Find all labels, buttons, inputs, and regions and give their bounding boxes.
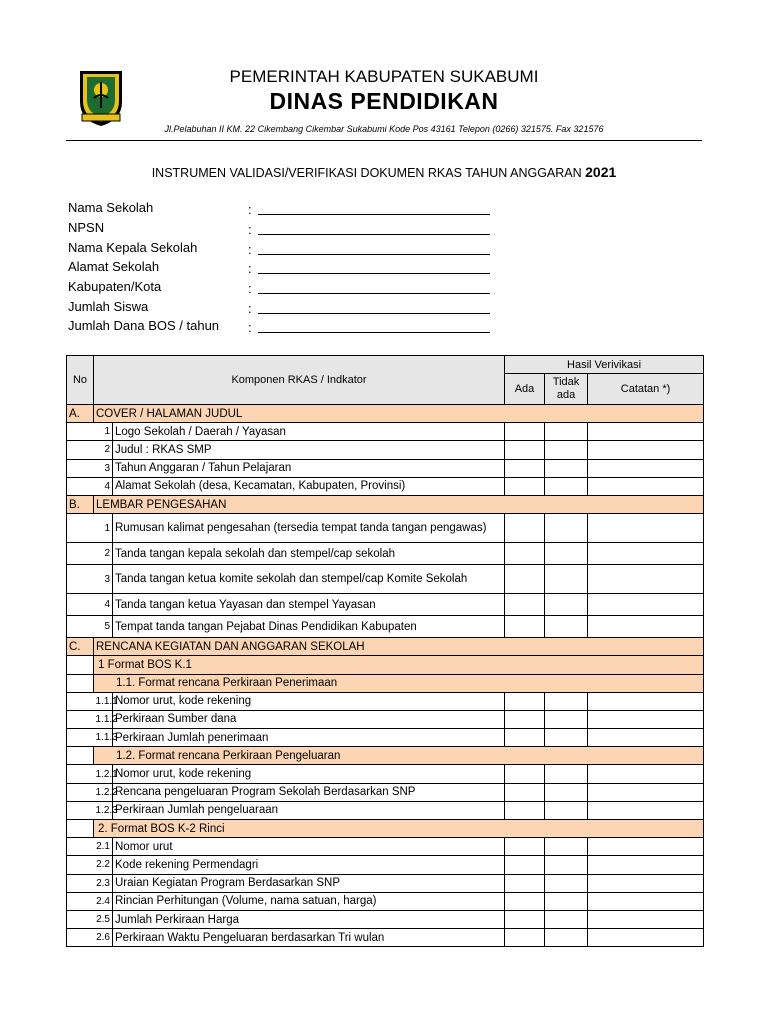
table-row: [67, 423, 704, 441]
item-number: 2.3: [94, 874, 113, 892]
tidak-ada-checkbox-cell[interactable]: [545, 423, 588, 441]
identity-field-input-line[interactable]: [258, 313, 490, 314]
table-row: [67, 801, 704, 819]
row-number-blank: [67, 801, 94, 819]
subsection-row: [67, 747, 704, 765]
subsection-title: 2. Format BOS K-2 Rinci: [94, 820, 704, 838]
tidak-ada-checkbox-cell[interactable]: [545, 616, 588, 638]
catatan-cell[interactable]: [588, 729, 704, 747]
catatan-cell[interactable]: [588, 929, 704, 947]
catatan-cell[interactable]: [588, 423, 704, 441]
item-number: 1: [94, 423, 113, 441]
tidak-ada-checkbox-cell[interactable]: [545, 477, 588, 495]
row-number-blank: [67, 565, 94, 594]
ada-checkbox-cell[interactable]: [505, 692, 545, 710]
catatan-cell[interactable]: [588, 801, 704, 819]
ada-checkbox-cell[interactable]: [505, 874, 545, 892]
document-title: [0, 164, 768, 180]
row-number-blank: [67, 892, 94, 910]
item-text: Rumusan kalimat pengesahan (tersedia tempat tanda tangan pengawas): [113, 514, 505, 543]
section-letter: A.: [67, 405, 94, 423]
identity-field-colon: :: [248, 281, 252, 296]
tidak-ada-checkbox-cell[interactable]: [545, 692, 588, 710]
item-number: 3: [94, 565, 113, 594]
tidak-ada-checkbox-cell[interactable]: [545, 729, 588, 747]
identity-field-label: Nama Sekolah: [68, 200, 154, 215]
identity-field-input-line[interactable]: [258, 254, 490, 255]
ada-checkbox-cell[interactable]: [505, 477, 545, 495]
item-text: Rencana pengeluaran Program Sekolah Berdasarkan SNP: [113, 783, 505, 801]
row-number-blank: [67, 710, 94, 728]
catatan-cell[interactable]: [588, 874, 704, 892]
ada-checkbox-cell[interactable]: [505, 856, 545, 874]
ada-checkbox-cell[interactable]: [505, 441, 545, 459]
ada-checkbox-cell[interactable]: [505, 543, 545, 565]
identity-field-colon: :: [248, 320, 252, 335]
ada-checkbox-cell[interactable]: [505, 565, 545, 594]
identity-field-colon: :: [248, 261, 252, 276]
subsection-row: [67, 820, 704, 838]
item-number: 2.5: [94, 910, 113, 928]
catatan-cell[interactable]: [588, 565, 704, 594]
table-row: [67, 477, 704, 495]
row-number-blank: [67, 441, 94, 459]
catatan-cell[interactable]: [588, 543, 704, 565]
table-row: [67, 874, 704, 892]
identity-field-input-line[interactable]: [258, 214, 490, 215]
table-row: [67, 710, 704, 728]
row-number-blank: [67, 514, 94, 543]
item-text: Nomor urut, kode rekening: [113, 765, 505, 783]
item-number: 2.6: [94, 929, 113, 947]
table-row: [67, 514, 704, 543]
identity-field-label: Jumlah Dana BOS / tahun: [68, 318, 220, 333]
catatan-cell[interactable]: [588, 710, 704, 728]
item-text: Uraian Kegiatan Program Berdasarkan SNP: [113, 874, 505, 892]
column-header-komponen: Komponen RKAS / Indkator: [94, 356, 505, 405]
table-row: [67, 616, 704, 638]
tidak-ada-checkbox-cell[interactable]: [545, 910, 588, 928]
tidak-ada-checkbox-cell[interactable]: [545, 565, 588, 594]
government-name: PEMERINTAH KABUPATEN SUKABUMI: [229, 67, 539, 86]
section-row: [67, 405, 704, 423]
table-row: [67, 892, 704, 910]
item-number: 2: [94, 543, 113, 565]
item-text: Tahun Anggaran / Tahun Pelajaran: [113, 459, 505, 477]
ada-checkbox-cell[interactable]: [505, 929, 545, 947]
catatan-cell[interactable]: [588, 910, 704, 928]
header-divider: [66, 140, 702, 141]
column-header-catatan: Catatan *): [588, 374, 704, 405]
item-text: Tempat tanda tangan Pejabat Dinas Pendidikan Kabupaten: [113, 616, 505, 638]
section-row: [67, 495, 704, 513]
table-row: [67, 856, 704, 874]
catatan-cell[interactable]: [588, 765, 704, 783]
identity-field-colon: :: [248, 301, 252, 316]
identity-field-input-line[interactable]: [258, 234, 490, 235]
item-number: 2.4: [94, 892, 113, 910]
column-header-ada: Ada: [505, 374, 545, 405]
item-number: 4: [94, 594, 113, 616]
ada-checkbox-cell[interactable]: [505, 838, 545, 856]
identity-field-input-line[interactable]: [258, 273, 490, 274]
item-number: 5: [94, 616, 113, 638]
item-number: 2.1: [94, 838, 113, 856]
table-row: [67, 729, 704, 747]
item-number: 1.1.3: [94, 729, 113, 747]
row-number: [67, 820, 94, 838]
item-number: 1.2.3: [94, 801, 113, 819]
table-row: [67, 929, 704, 947]
row-number-blank: [67, 838, 94, 856]
row-number-blank: [67, 729, 94, 747]
item-text: Kode rekening Permendagri: [113, 856, 505, 874]
catatan-cell[interactable]: [588, 892, 704, 910]
department-name: DINAS PENDIDIKAN: [269, 88, 499, 114]
row-number-blank: [67, 910, 94, 928]
ada-checkbox-cell[interactable]: [505, 783, 545, 801]
ada-checkbox-cell[interactable]: [505, 459, 545, 477]
catatan-cell[interactable]: [588, 783, 704, 801]
item-text: Tanda tangan ketua Yayasan dan stempel Yayasan: [113, 594, 505, 616]
identity-field-label: Jumlah Siswa: [68, 299, 149, 314]
tidak-ada-checkbox-cell[interactable]: [545, 783, 588, 801]
item-text: Perkiraan Jumlah pengeluaraan: [113, 801, 505, 819]
section-title: COVER / HALAMAN JUDUL: [94, 405, 704, 423]
catatan-cell[interactable]: [588, 594, 704, 616]
table-row: [67, 594, 704, 616]
row-number-blank: [67, 616, 94, 638]
tidak-ada-checkbox-cell[interactable]: [545, 543, 588, 565]
row-number-blank: [67, 765, 94, 783]
tidak-ada-checkbox-cell[interactable]: [545, 514, 588, 543]
item-number: 1.1.2: [94, 710, 113, 728]
department-address: Jl.Pelabuhan II KM. 22 Cikembang Cikembar Sukabumi Kode Pos 43161 Telepon (0266) 321575. Fax 321576: [164, 124, 604, 134]
item-number: 1.1.1: [94, 692, 113, 710]
row-number-blank: [67, 783, 94, 801]
catatan-cell[interactable]: [588, 838, 704, 856]
row-number-blank: [67, 459, 94, 477]
ada-checkbox-cell[interactable]: [505, 892, 545, 910]
catatan-cell[interactable]: [588, 441, 704, 459]
catatan-cell[interactable]: [588, 477, 704, 495]
item-number: 1: [94, 514, 113, 543]
table-row: [67, 765, 704, 783]
identity-field-input-line[interactable]: [258, 293, 490, 294]
identity-field-label: Alamat Sekolah: [68, 259, 160, 274]
table-row: [67, 783, 704, 801]
table-row: [67, 565, 704, 594]
ada-checkbox-cell[interactable]: [505, 514, 545, 543]
item-number: 3: [94, 459, 113, 477]
tidak-ada-checkbox-cell[interactable]: [545, 856, 588, 874]
section-letter: B.: [67, 495, 94, 513]
identity-field-colon: :: [248, 222, 252, 237]
tidak-ada-checkbox-cell[interactable]: [545, 838, 588, 856]
table-row: [67, 838, 704, 856]
identity-field-label: Kabupaten/Kota: [68, 279, 162, 294]
catatan-cell[interactable]: [588, 856, 704, 874]
item-text: Nomor urut, kode rekening: [113, 692, 505, 710]
row-number-blank: [67, 594, 94, 616]
subsection-row: [67, 656, 704, 674]
document-title-year: 2021: [585, 164, 617, 180]
ada-checkbox-cell[interactable]: [505, 765, 545, 783]
tidak-ada-checkbox-cell[interactable]: [545, 765, 588, 783]
tidak-ada-checkbox-cell[interactable]: [545, 441, 588, 459]
identity-field-input-line[interactable]: [258, 332, 490, 333]
ada-checkbox-cell[interactable]: [505, 801, 545, 819]
identity-field-label: Nama Kepala Sekolah: [68, 240, 198, 255]
table-row: [67, 543, 704, 565]
row-number: [67, 674, 94, 692]
item-text: Nomor urut: [113, 838, 505, 856]
item-text: Logo Sekolah / Daerah / Yayasan: [113, 423, 505, 441]
row-number: [67, 747, 94, 765]
ada-checkbox-cell[interactable]: [505, 616, 545, 638]
table-row: [67, 441, 704, 459]
catatan-cell[interactable]: [588, 514, 704, 543]
item-number: 2: [94, 441, 113, 459]
row-number-blank: [67, 423, 94, 441]
subsection-title: 1.2. Format rencana Perkiraan Pengeluaran: [94, 747, 704, 765]
row-number-blank: [67, 874, 94, 892]
subsection-title: 1 Format BOS K.1: [94, 656, 704, 674]
row-number: [67, 656, 94, 674]
item-number: 2.2: [94, 856, 113, 874]
item-text: Perkiraan Waktu Pengeluaran berdasarkan Tri wulan: [113, 929, 505, 947]
column-header-hasil: Hasil Verivikasi: [505, 356, 704, 374]
tidak-ada-checkbox-cell[interactable]: [545, 710, 588, 728]
item-number: 4: [94, 477, 113, 495]
catatan-cell[interactable]: [588, 692, 704, 710]
item-number: 1.2.1: [94, 765, 113, 783]
item-text: Tanda tangan kepala sekolah dan stempel/cap sekolah: [113, 543, 505, 565]
identity-field-colon: :: [248, 202, 252, 217]
tidak-ada-checkbox-cell[interactable]: [545, 874, 588, 892]
section-title: LEMBAR PENGESAHAN: [94, 495, 704, 513]
tidak-ada-checkbox-cell[interactable]: [545, 459, 588, 477]
verification-table: [66, 355, 704, 947]
table-row: [67, 692, 704, 710]
tidak-ada-checkbox-cell[interactable]: [545, 929, 588, 947]
row-number-blank: [67, 929, 94, 947]
row-number-blank: [67, 692, 94, 710]
tidak-ada-checkbox-cell[interactable]: [545, 892, 588, 910]
column-header-no: No: [67, 356, 94, 405]
catatan-cell[interactable]: [588, 459, 704, 477]
item-number: 1.2.2: [94, 783, 113, 801]
catatan-cell[interactable]: [588, 616, 704, 638]
subsection-title: 1.1. Format rencana Perkiraan Penerimaan: [94, 674, 704, 692]
section-letter: C.: [67, 638, 94, 656]
column-header-tidak-ada: Tidak ada: [545, 374, 588, 405]
ada-checkbox-cell[interactable]: [505, 423, 545, 441]
ada-checkbox-cell[interactable]: [505, 594, 545, 616]
table-row: [67, 910, 704, 928]
row-number-blank: [67, 856, 94, 874]
tidak-ada-checkbox-cell[interactable]: [545, 801, 588, 819]
row-number-blank: [67, 477, 94, 495]
table-row: [67, 459, 704, 477]
item-text: Judul : RKAS SMP: [113, 441, 505, 459]
subsection-row: [67, 674, 704, 692]
item-text: Alamat Sekolah (desa, Kecamatan, Kabupaten, Provinsi): [113, 477, 505, 495]
item-text: Perkiraan Sumber dana: [113, 710, 505, 728]
document-title-text: INSTRUMEN VALIDASI/VERIFIKASI DOKUMEN RKAS TAHUN ANGGARAN: [151, 166, 582, 180]
identity-field-colon: :: [248, 242, 252, 257]
ada-checkbox-cell[interactable]: [505, 710, 545, 728]
row-number-blank: [67, 543, 94, 565]
ada-checkbox-cell[interactable]: [505, 910, 545, 928]
item-text: Perkiraan Jumlah penerimaan: [113, 729, 505, 747]
identity-field-label: NPSN: [68, 220, 105, 235]
tidak-ada-checkbox-cell[interactable]: [545, 594, 588, 616]
section-row: [67, 638, 704, 656]
item-text: Jumlah Perkiraan Harga: [113, 910, 505, 928]
item-text: Rincian Perhitungan (Volume, nama satuan, harga): [113, 892, 505, 910]
item-text: Tanda tangan ketua komite sekolah dan stempel/cap Komite Sekolah: [113, 565, 505, 594]
ada-checkbox-cell[interactable]: [505, 729, 545, 747]
section-title: RENCANA KEGIATAN DAN ANGGARAN SEKOLAH: [94, 638, 704, 656]
